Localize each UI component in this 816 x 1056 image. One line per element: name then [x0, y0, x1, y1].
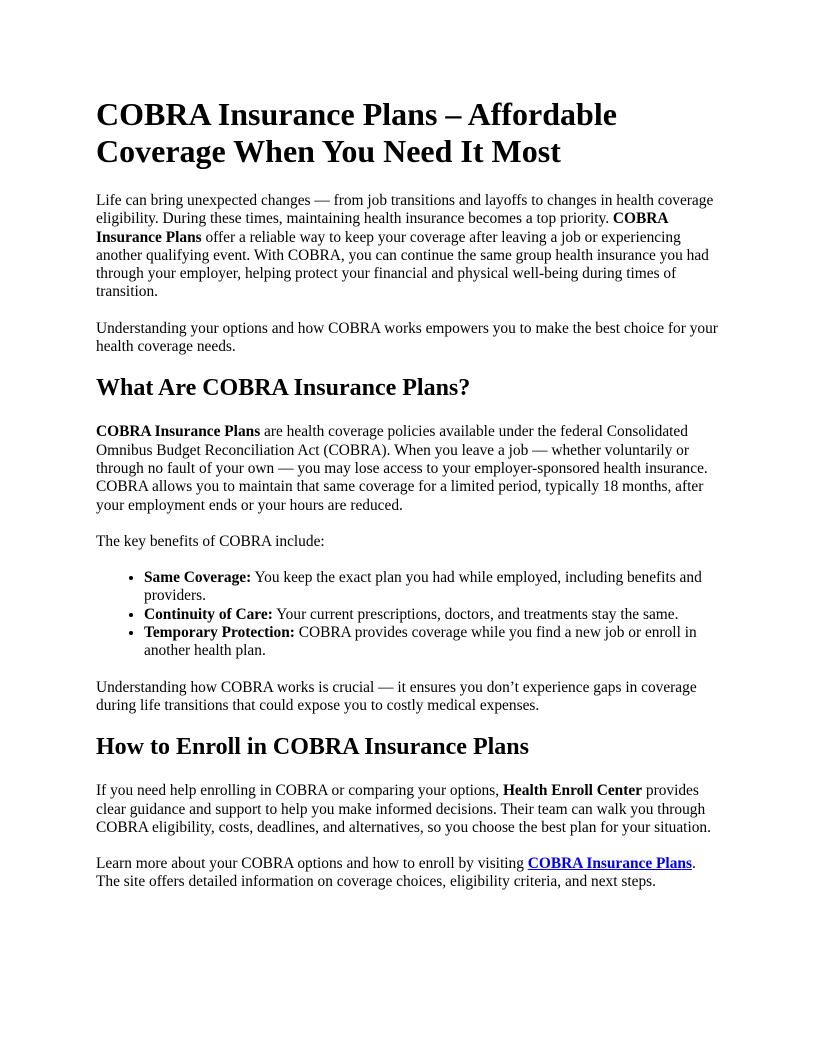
- intro-text-b: offer a reliable way to keep your coverage after leaving a job or experiencing another qualifying event. With COBRA, you can continue the same group health insurance you had through your employer, helping protect your financial and physical well-being during times of transition.: [96, 228, 709, 301]
- benefits-list: [96, 569, 720, 660]
- section-heading-what-are: What Are COBRA Insurance Plans?: [96, 375, 471, 402]
- section2-text-a: If you need help enrolling in COBRA or comparing your options,: [96, 782, 503, 800]
- list-item: [144, 569, 720, 606]
- benefit-text: Your current prescriptions, doctors, and treatments stay the same.: [272, 605, 679, 623]
- section1-bold-term: COBRA Insurance Plans: [96, 423, 261, 441]
- section2-link-trail: . The site offers detailed information on coverage choices, eligibility criteria, and next steps.: [96, 855, 696, 891]
- section1-paragraph: [96, 423, 720, 514]
- benefit-text: You keep the exact plan you had while employed, including benefits and providers.: [144, 569, 702, 605]
- benefits-intro: The key benefits of COBRA include:: [96, 532, 325, 550]
- section2-paragraph: [96, 782, 720, 837]
- section2-paragraph-2: [96, 855, 720, 892]
- page-title: COBRA Insurance Plans – Affordable Coverage When You Need It Most: [96, 96, 617, 169]
- section2-link-lead: Learn more about your COBRA options and how to enroll by visiting: [96, 855, 528, 873]
- intro-paragraph: [96, 192, 720, 302]
- section-heading-how-to-enroll: How to Enroll in COBRA Insurance Plans: [96, 734, 529, 761]
- list-item: [144, 606, 720, 624]
- section2-text-b: provides clear guidance and support to help you make informed decisions. Their team can walk you through COBRA eligibility, costs, deadlines, and alternatives, so you choose the best plan for your situation.: [96, 782, 711, 836]
- cobra-insurance-plans-link[interactable]: COBRA Insurance Plans: [527, 855, 692, 873]
- section2-bold-term: Health Enroll Center: [502, 782, 643, 800]
- benefit-term: Temporary Protection:: [144, 624, 295, 642]
- intro-paragraph-2: Understanding your options and how COBRA works empowers you to make the best choice for your health coverage needs.: [96, 319, 718, 356]
- benefit-text: COBRA provides coverage while you find a new job or enroll in another health plan.: [144, 624, 697, 660]
- section1-closing-paragraph: Understanding how COBRA works is crucial — it ensures you don’t experience gaps in coverage during life transitions that could expose you to costly medical expenses.: [96, 678, 697, 714]
- intro-text-a: Life can bring unexpected changes — from job transitions and layoffs to changes in health coverage eligibility. During these times, maintaining health insurance becomes a top priority.: [96, 192, 714, 228]
- intro-bold-term: COBRA Insurance Plans: [96, 210, 668, 246]
- benefit-term: Same Coverage:: [144, 569, 252, 587]
- list-item: [144, 624, 720, 661]
- benefit-term: Continuity of Care:: [144, 605, 273, 623]
- section1-text: are health coverage policies available under the federal Consolidated Omnibus Budget Reconciliation Act (COBRA). When you leave a job — whether voluntarily or through no fault of your own — you may lose access to your employer-sponsored health insurance. COBRA allows you to maintain that same coverage for a limited period, typically 18 months, after your employment ends or your hours are reduced.: [96, 423, 708, 514]
